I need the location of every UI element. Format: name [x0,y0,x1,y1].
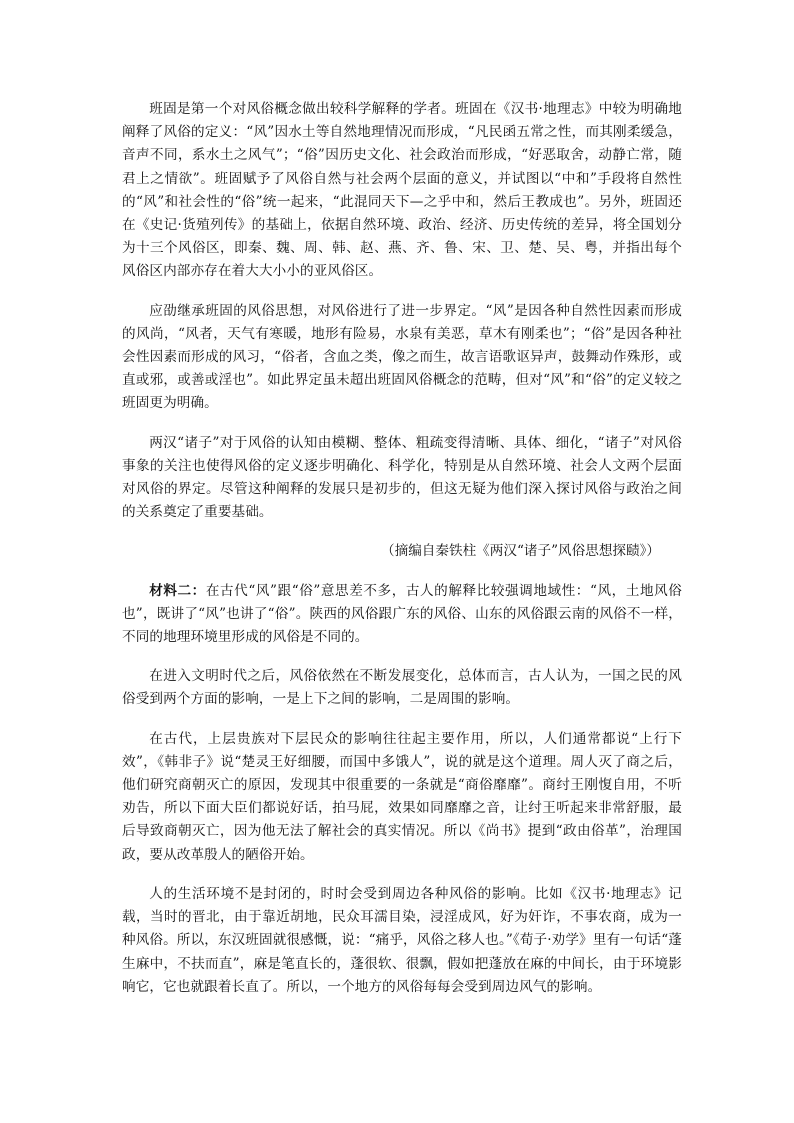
material-2-label: 材料二： [149,582,206,599]
paragraph-1: 班固是第一个对风俗概念做出较科学解释的学者。班固在《汉书·地理志》中较为明确地阐释了风俗的定义：“风”因水土等自然地理情况而形成，“凡民函五常之性，而其刚柔缓急，音声不同，系水土之风气”；“俗”因历史文化、社会政治而形成，“好恶取舍，动静亡常，随君上之情欲”。班固赋予了风俗自然与社会两个层面的意义，并试图以“中和”手段将自然性的“风”和社会性的“俗”统一起来，“此混同天下—之乎中和，然后王教成也”。另外，班固还在《史记·货殖列传》的基础上，依据自然环境、政治、经济、历史传统的差异，将全国划分为十三个风俗区，即秦、魏、周、韩、赵、燕、齐、鲁、宋、卫、楚、吴、粤，并指出每个风俗区内部亦存在着大大小小的亚风俗区。 [122,101,682,280]
document-body [122,98,682,999]
material-2-text: 在古代“风”跟“俗”意思差不多，古人的解释比较强调地域性：“风，土地风俗也”，既讲了“风”也讲了“俗”。陕西的风俗跟广东的风俗、山东的风俗跟云南的风俗不一样，不同的地理环境里形成的风俗是不同的。 [122,582,682,646]
material-2-paragraph [122,580,682,650]
source-citation: （摘编自秦铁柱《两汉“诸子”风俗思想探赜》） [381,543,660,560]
paragraph-7: 人的生活环境不是封闭的，时时会受到周边各种风俗的影响。比如《汉书·地理志》记载，当时的晋北，由于靠近胡地，民众耳濡目染，浸淫成风，好为奸诈，不事农商，成为一种风俗。所以，东汉班固就很感慨，说：“痛乎，风俗之移人也。”《荀子·劝学》里有一句话“蓬生麻中，不扶而直”，麻是笔直长的，蓬很软、很飘，假如把蓬放在麻的中间长，由于环境影响它，它也就跟着长直了。所以，一个地方的风俗每每会受到周边风气的影响。 [122,885,682,995]
paragraph-2: 应劭继承班固的风俗思想，对风俗进行了进一步界定。“风”是因各种自然性因素而形成的风尚，“风者，天气有寒暖，地形有险易，水泉有美恶，草木有刚柔也”；“俗”是因各种社会性因素而形成的风习，“俗者，含血之类，像之而生，故言语歌讴异声，鼓舞动作殊形，或直或邪，或善或淫也”。如此界定虽未超出班固风俗概念的范畴，但对“风”和“俗”的定义较之班固更为明确。 [122,302,682,412]
paragraph-6: 在古代，上层贵族对下层民众的影响往往起主要作用，所以，人们通常都说“上行下效”，《韩非子》说“楚灵王好细腰，而国中多饿人”，说的就是这个道理。周人灭了商之后，他们研究商朝灭亡的原因，发现其中很重要的一条就是“商俗靡靡”。商纣王刚愎自用，不听劝告，所以下面大臣们都说好话，拍马屁，效果如同靡靡之音，让纣王听起来非常舒服，最后导致商朝灭亡，因为他无法了解社会的真实情况。所以《尚书》提到“政由俗革”，治理国政，要从改革殷人的陋俗开始。 [122,730,682,863]
paragraph-3: 两汉“诸子”对于风俗的认知由模糊、整体、粗疏变得清晰、具体、细化，“诸子”对风俗事象的关注也使得风俗的定义逐步明确化、科学化，特别是从自然环境、社会人文两个层面对风俗的界定。尽管这种阐释的发展只是初步的，但这无疑为他们深入探讨风俗与政治之间的关系奠定了重要基础。 [122,434,682,521]
paragraph-5: 在进入文明时代之后，风俗依然在不断发展变化，总体而言，古人认为，一国之民的风俗受到两个方面的影响，一是上下之间的影响，二是周围的影响。 [122,668,682,708]
